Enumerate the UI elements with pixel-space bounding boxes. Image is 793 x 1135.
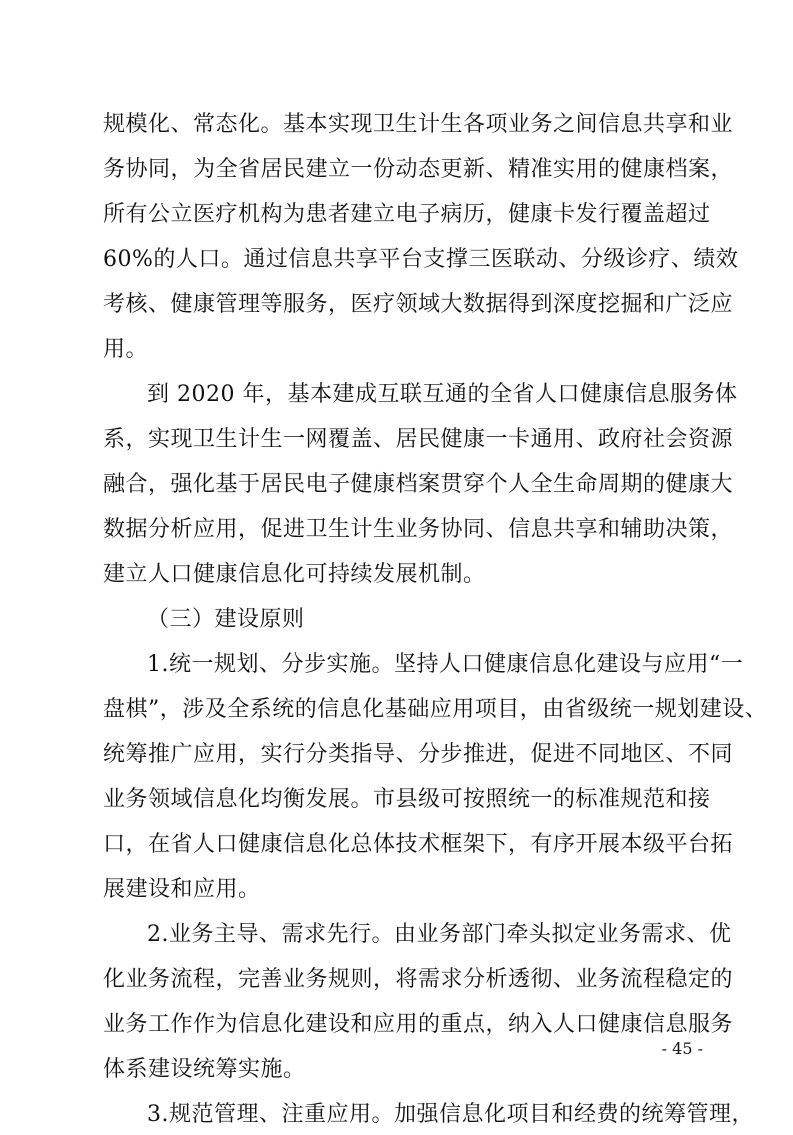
text-line: 数据分析应用，促进卫生计生业务协同、信息共享和辅助决策， xyxy=(103,517,734,542)
paragraph-start-line: 3.规范管理、注重应用。加强信息化项目和经费的统筹管理， xyxy=(147,1102,754,1127)
text-line: 体系建设统筹实施。 xyxy=(103,1057,306,1082)
text-line: 务协同，为全省居民建立一份动态更新、精准实用的健康档案， xyxy=(103,157,734,182)
text-line: 业务工作作为信息化建设和应用的重点，纳入人口健康信息服务 xyxy=(103,1012,734,1037)
text-line: 口，在省人口健康信息化总体技术框架下，有序开展本级平台拓 xyxy=(103,832,734,857)
text-line: 规模化、常态化。基本实现卫生计生各项业务之间信息共享和业 xyxy=(103,112,734,137)
text-line: 所有公立医疗机构为患者建立电子病历，健康卡发行覆盖超过 xyxy=(103,202,711,227)
text-line: 业务领域信息化均衡发展。市县级可按照统一的标准规范和接 xyxy=(103,787,711,812)
text-line: 统筹推广应用，实行分类指导、分步推进，促进不同地区、不同 xyxy=(103,742,734,767)
text-line: 用。 xyxy=(103,337,149,362)
text-line: 考核、健康管理等服务，医疗领域大数据得到深度挖掘和广泛应 xyxy=(103,292,734,317)
paragraph-start-line: 到 2020 年，基本建成互联互通的全省人口健康信息服务体 xyxy=(147,382,738,407)
text-line: 60%的人口。通过信息共享平台支撑三医联动、分级诊疗、绩效 xyxy=(103,247,739,272)
text-line: 融合，强化基于居民电子健康档案贯穿个人全生命周期的健康大 xyxy=(103,472,734,497)
text-line: 系，实现卫生计生一网覆盖、居民健康一卡通用、政府社会资源 xyxy=(103,427,734,452)
section-heading: （三）建设原则 xyxy=(147,607,305,632)
text-line: 展建设和应用。 xyxy=(103,877,261,902)
text-line: 建立人口健康信息化可持续发展机制。 xyxy=(103,562,486,587)
text-line: 盘棋”，涉及全系统的信息化基础应用项目，由省级统一规划建设、 xyxy=(103,697,768,722)
text-line: 化业务流程，完善业务规则，将需求分析透彻、业务流程稳定的 xyxy=(103,967,734,992)
paragraph-start-line: 1.统一规划、分步实施。坚持人口健康信息化建设与应用“一 xyxy=(147,652,744,677)
paragraph-start-line: 2.业务主导、需求先行。由业务部门牵头拟定业务需求、优 xyxy=(147,922,732,947)
page-number: - 45 - xyxy=(661,1039,703,1058)
